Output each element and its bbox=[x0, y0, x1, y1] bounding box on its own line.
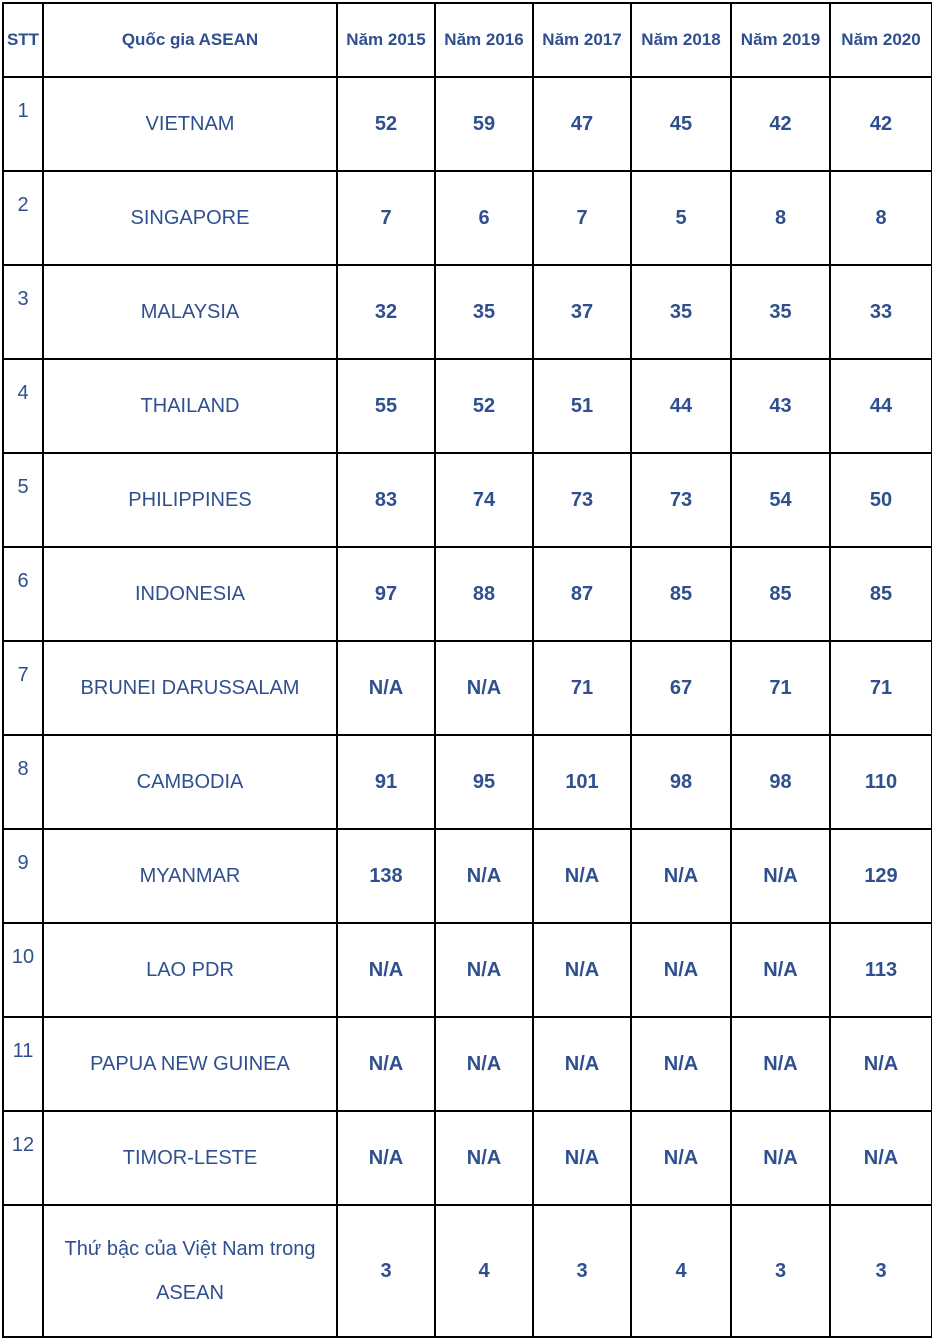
row-value: 50 bbox=[830, 453, 932, 547]
table-body bbox=[3, 77, 932, 1337]
header-year-2019: Năm 2019 bbox=[731, 3, 830, 77]
row-value: 101 bbox=[533, 735, 631, 829]
row-stt: 2 bbox=[3, 171, 43, 265]
row-value: 43 bbox=[731, 359, 830, 453]
row-value: 113 bbox=[830, 923, 932, 1017]
row-value: N/A bbox=[435, 1017, 533, 1111]
row-value: 71 bbox=[830, 641, 932, 735]
row-value: 55 bbox=[337, 359, 435, 453]
header-year-2016: Năm 2016 bbox=[435, 3, 533, 77]
rank-value: 4 bbox=[435, 1205, 533, 1337]
row-country: INDONESIA bbox=[43, 547, 337, 641]
header-row bbox=[3, 3, 932, 77]
row-value: 45 bbox=[631, 77, 731, 171]
row-value: 85 bbox=[731, 547, 830, 641]
row-stt: 7 bbox=[3, 641, 43, 735]
table-row bbox=[3, 1017, 932, 1111]
row-value: 129 bbox=[830, 829, 932, 923]
row-value: 42 bbox=[830, 77, 932, 171]
table-row bbox=[3, 1111, 932, 1205]
row-value: 7 bbox=[337, 171, 435, 265]
row-value: 71 bbox=[731, 641, 830, 735]
row-value: 83 bbox=[337, 453, 435, 547]
row-value: 110 bbox=[830, 735, 932, 829]
vietnam-rank-row bbox=[3, 1205, 932, 1337]
header-country: Quốc gia ASEAN bbox=[43, 3, 337, 77]
row-value: 85 bbox=[830, 547, 932, 641]
row-stt: 10 bbox=[3, 923, 43, 1017]
row-value: 47 bbox=[533, 77, 631, 171]
table-row bbox=[3, 547, 932, 641]
table-row bbox=[3, 171, 932, 265]
rank-value: 3 bbox=[533, 1205, 631, 1337]
row-country: LAO PDR bbox=[43, 923, 337, 1017]
rank-value: 3 bbox=[830, 1205, 932, 1337]
row-value: N/A bbox=[435, 829, 533, 923]
row-value: 32 bbox=[337, 265, 435, 359]
row-value: 54 bbox=[731, 453, 830, 547]
row-value: 44 bbox=[830, 359, 932, 453]
header-stt: STT bbox=[3, 3, 43, 77]
row-value: N/A bbox=[533, 1111, 631, 1205]
row-value: 73 bbox=[533, 453, 631, 547]
table-row bbox=[3, 77, 932, 171]
row-value: 44 bbox=[631, 359, 731, 453]
row-stt: 5 bbox=[3, 453, 43, 547]
row-country: VIETNAM bbox=[43, 77, 337, 171]
row-value: N/A bbox=[731, 1017, 830, 1111]
row-value: N/A bbox=[731, 829, 830, 923]
header-year-2015: Năm 2015 bbox=[337, 3, 435, 77]
rank-value: 4 bbox=[631, 1205, 731, 1337]
row-value: N/A bbox=[830, 1017, 932, 1111]
row-value: 35 bbox=[731, 265, 830, 359]
row-country: CAMBODIA bbox=[43, 735, 337, 829]
rank-label: Thứ bậc của Việt Nam trong ASEAN bbox=[43, 1205, 337, 1337]
row-value: 71 bbox=[533, 641, 631, 735]
row-country: PHILIPPINES bbox=[43, 453, 337, 547]
table-row bbox=[3, 641, 932, 735]
row-value: 37 bbox=[533, 265, 631, 359]
row-value: 85 bbox=[631, 547, 731, 641]
row-value: N/A bbox=[731, 923, 830, 1017]
row-value: N/A bbox=[631, 829, 731, 923]
row-stt: 3 bbox=[3, 265, 43, 359]
row-value: 7 bbox=[533, 171, 631, 265]
row-value: 51 bbox=[533, 359, 631, 453]
row-value: 95 bbox=[435, 735, 533, 829]
row-value: N/A bbox=[337, 1111, 435, 1205]
asean-ranking-table bbox=[2, 2, 932, 1338]
row-value: 91 bbox=[337, 735, 435, 829]
row-value: 6 bbox=[435, 171, 533, 265]
row-value: 59 bbox=[435, 77, 533, 171]
row-stt: 6 bbox=[3, 547, 43, 641]
table-row bbox=[3, 735, 932, 829]
row-value: 52 bbox=[435, 359, 533, 453]
row-value: 138 bbox=[337, 829, 435, 923]
row-value: 52 bbox=[337, 77, 435, 171]
row-stt: 12 bbox=[3, 1111, 43, 1205]
table-row bbox=[3, 829, 932, 923]
row-stt: 8 bbox=[3, 735, 43, 829]
row-stt: 4 bbox=[3, 359, 43, 453]
row-stt: 11 bbox=[3, 1017, 43, 1111]
row-value: 67 bbox=[631, 641, 731, 735]
row-value: 98 bbox=[731, 735, 830, 829]
row-country: SINGAPORE bbox=[43, 171, 337, 265]
header-year-2018: Năm 2018 bbox=[631, 3, 731, 77]
row-value: N/A bbox=[533, 1017, 631, 1111]
row-value: N/A bbox=[631, 923, 731, 1017]
row-value: N/A bbox=[731, 1111, 830, 1205]
row-value: 35 bbox=[435, 265, 533, 359]
row-value: N/A bbox=[631, 1017, 731, 1111]
row-value: N/A bbox=[435, 1111, 533, 1205]
row-value: N/A bbox=[830, 1111, 932, 1205]
row-country: THAILAND bbox=[43, 359, 337, 453]
table-row bbox=[3, 923, 932, 1017]
row-value: N/A bbox=[337, 1017, 435, 1111]
row-value: N/A bbox=[435, 641, 533, 735]
row-value: N/A bbox=[533, 923, 631, 1017]
header-year-2017: Năm 2017 bbox=[533, 3, 631, 77]
row-stt: 1 bbox=[3, 77, 43, 171]
row-value: 8 bbox=[731, 171, 830, 265]
row-value: 88 bbox=[435, 547, 533, 641]
row-value: N/A bbox=[533, 829, 631, 923]
row-country: BRUNEI DARUSSALAM bbox=[43, 641, 337, 735]
row-value: 42 bbox=[731, 77, 830, 171]
row-country: MYANMAR bbox=[43, 829, 337, 923]
table-row bbox=[3, 359, 932, 453]
row-value: N/A bbox=[435, 923, 533, 1017]
row-value: 8 bbox=[830, 171, 932, 265]
row-country: MALAYSIA bbox=[43, 265, 337, 359]
row-value: 97 bbox=[337, 547, 435, 641]
row-country: PAPUA NEW GUINEA bbox=[43, 1017, 337, 1111]
row-value: 74 bbox=[435, 453, 533, 547]
row-country: TIMOR-LESTE bbox=[43, 1111, 337, 1205]
header-year-2020: Năm 2020 bbox=[830, 3, 932, 77]
row-value: N/A bbox=[337, 923, 435, 1017]
row-value: 35 bbox=[631, 265, 731, 359]
row-value: 73 bbox=[631, 453, 731, 547]
row-value: N/A bbox=[337, 641, 435, 735]
row-stt: 9 bbox=[3, 829, 43, 923]
rank-value: 3 bbox=[337, 1205, 435, 1337]
row-value: N/A bbox=[631, 1111, 731, 1205]
rank-stt bbox=[3, 1205, 43, 1337]
rank-value: 3 bbox=[731, 1205, 830, 1337]
row-value: 98 bbox=[631, 735, 731, 829]
row-value: 33 bbox=[830, 265, 932, 359]
row-value: 87 bbox=[533, 547, 631, 641]
row-value: 5 bbox=[631, 171, 731, 265]
table-row bbox=[3, 453, 932, 547]
table-row bbox=[3, 265, 932, 359]
